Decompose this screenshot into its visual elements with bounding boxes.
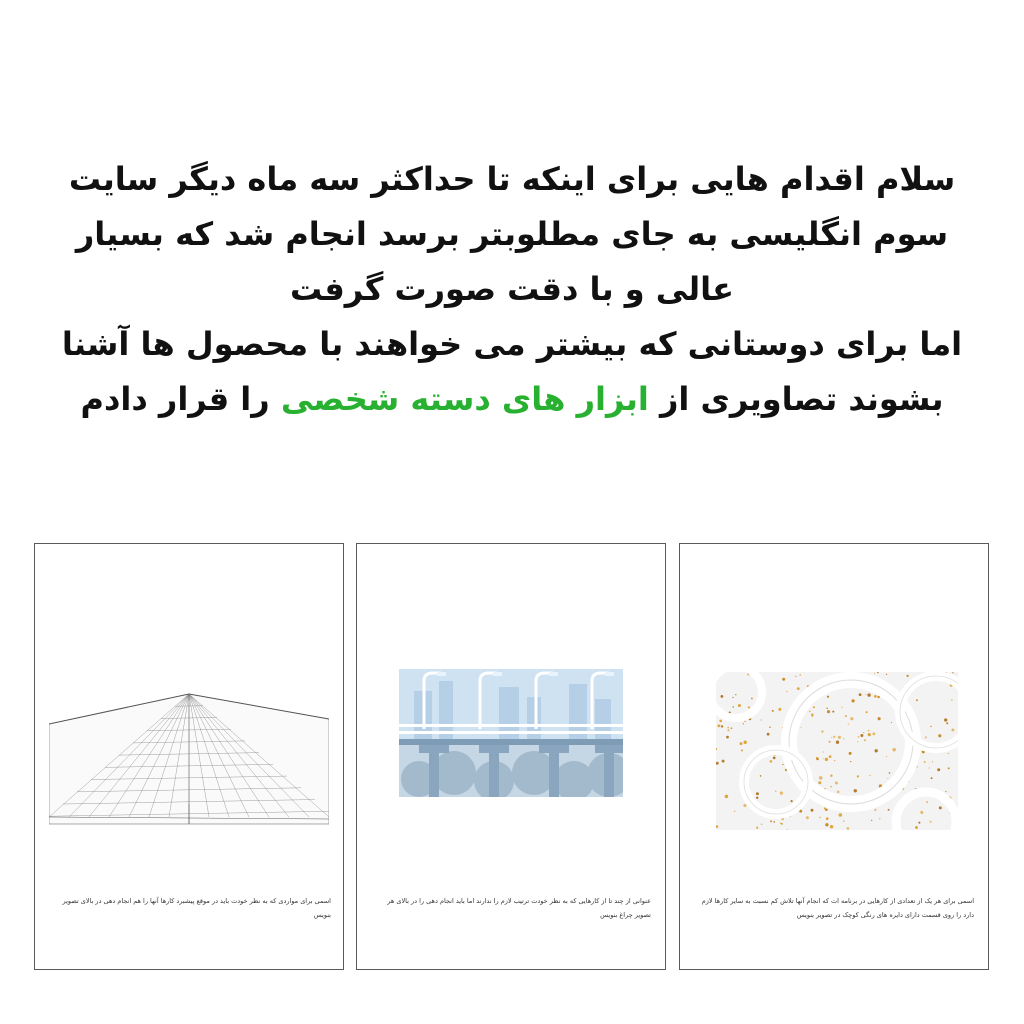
- product-card-3: [679, 543, 989, 970]
- street-lamps-bridge-image: [399, 669, 623, 797]
- card-caption-3: اسمی برای هر یک از تعدادی از کارهایی در برنامه ات که انجام آنها تلاش کم نسبت به سایر کارها لازم دارد را روی قسمت دارای دایره های رنگی کوچک در تصویر بنویس: [701, 897, 974, 919]
- product-card-2: [356, 543, 666, 970]
- headline-line-3: عالی و با دقت صورت گرفت: [289, 270, 735, 308]
- white-rings-gold-confetti-image: [716, 672, 958, 830]
- perspective-grid-building-image: [49, 689, 329, 829]
- headline-line-1: سلام اقدام هایی برای اینکه تا حداکثر سه ماه دیگر سایت: [68, 160, 956, 198]
- product-card-1: [34, 543, 344, 970]
- headline-line-2: سوم انگلیسی به جای مطلوبتر برسد انجام شد که بسیار: [75, 215, 949, 253]
- headline-line-4: اما برای دوستانی که بیشتر می خواهند با محصول ها آشنا: [61, 325, 963, 363]
- headline-line-5-start: بشوند تصاویری از: [659, 380, 944, 418]
- card-caption-1: اسمی برای مواردی که به نظر خودت باید در موقع پیشبرد کارها آنها را هم انجام دهی در بالای تصویر بنویس: [62, 897, 331, 919]
- card-caption-2: عنوانی از چند تا از کارهایی که به نظر خودت ترتیب لازم را ندارند اما باید انجام دهی را در بالای هر تصویر چراغ بنویس: [387, 897, 651, 919]
- headline-line-5-end: را قرار دادم: [80, 380, 270, 418]
- headline-line-5: [60, 372, 964, 427]
- headline-highlight: ابزار های دسته شخصی: [280, 380, 649, 418]
- headline-text: [60, 152, 964, 427]
